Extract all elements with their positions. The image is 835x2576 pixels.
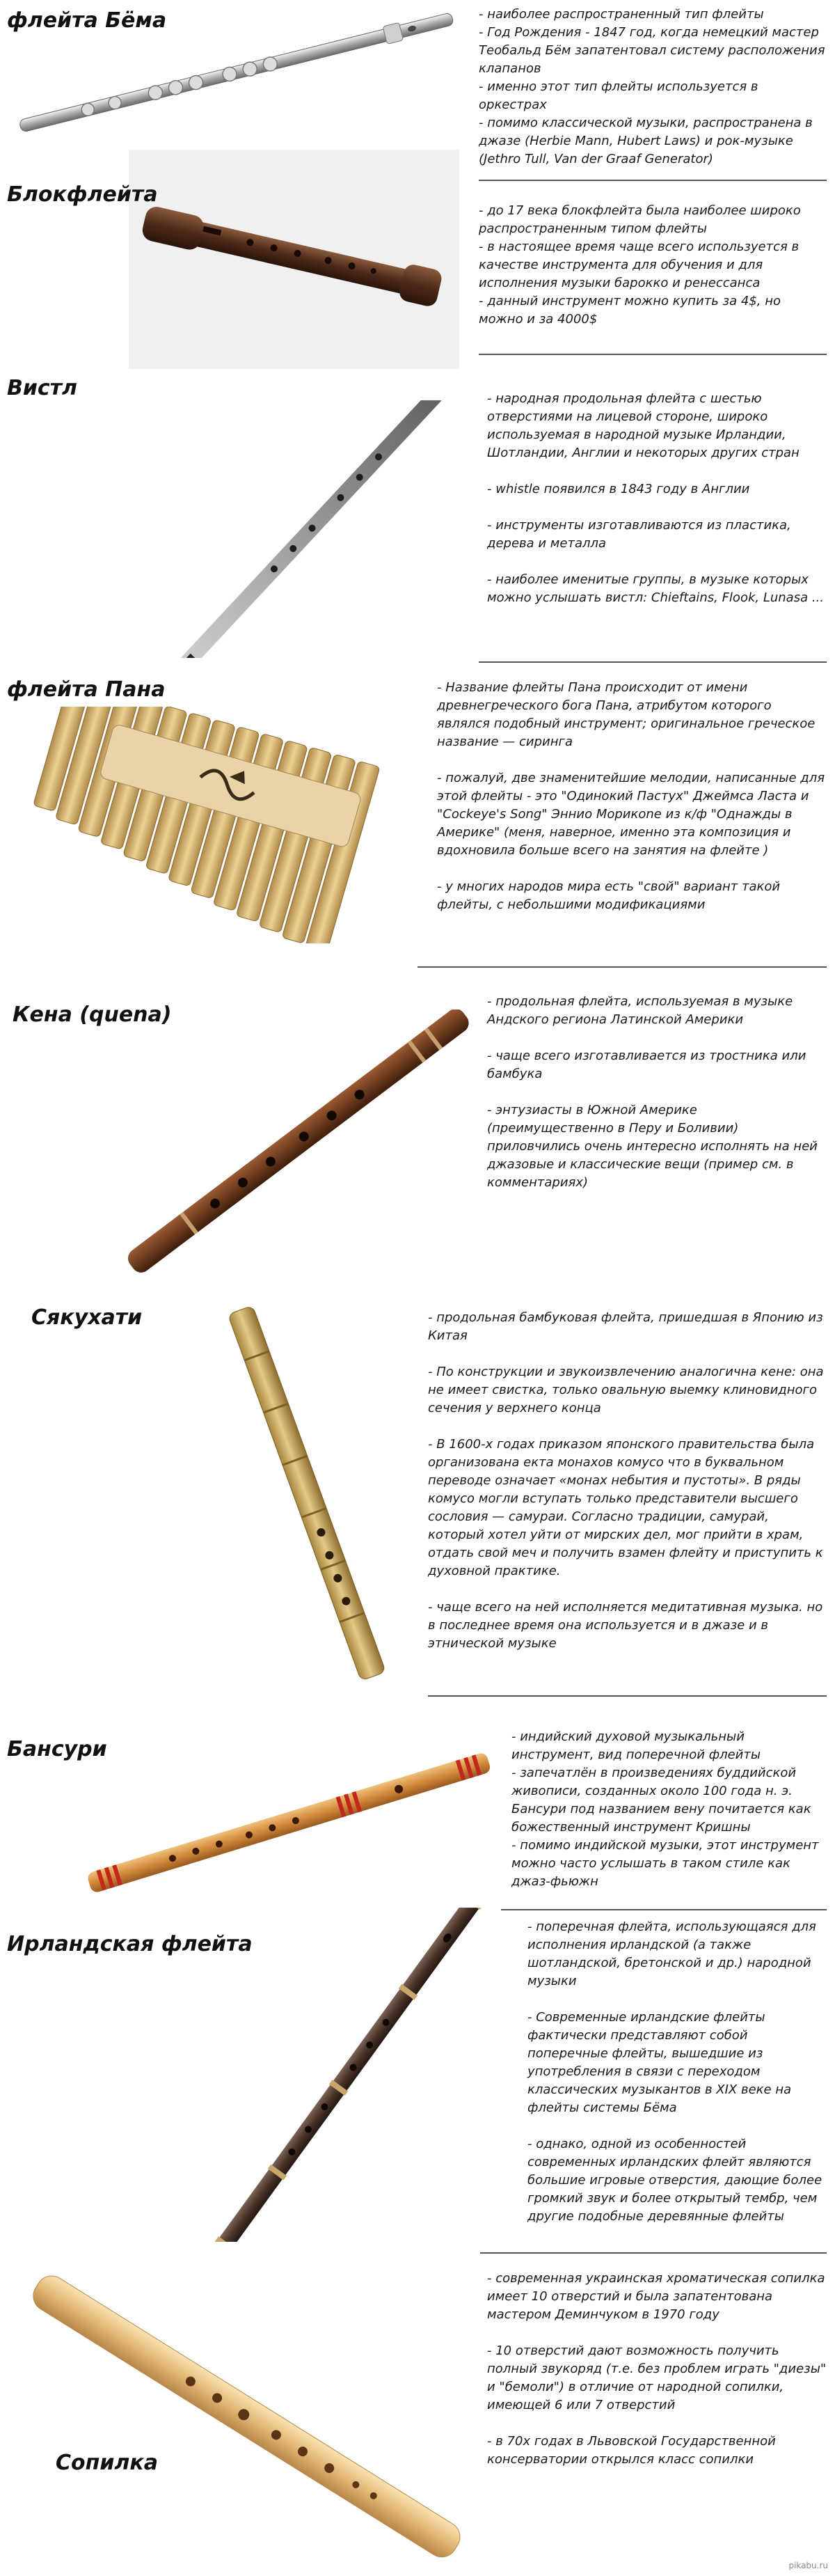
section-title-irish-flute: Ирландская флейта [7, 1932, 253, 1956]
paragraph: - В 1600-х годах приказом японского правительства была организована екта монахов комусо что в буквальном переводе означает «монах небытия и пустоты». В ряды комусо могли вступать только представители высшего сословия — самураи. Согласно традиции, самурай, который хотел уйти от мирских дел, мог прийти в храм, отдать свой меч и получить взамен флейту и приступить к духовной практике. [428, 1437, 823, 1578]
whistle-photo [132, 400, 494, 658]
paragraph: - инструменты изготавливаются из пластика, дерева и металла [487, 518, 791, 551]
quena-photo [118, 1010, 480, 1274]
paragraph: - наиболее распространенный тип флейты - Год Рождения - 1847 год, когда немецкий мастер Теобальд Бём запатентовал систему расположения клапанов - именно этот тип флейты используется в оркестрах - помимо классической музыки, распространена в джазе (Herbie Mann, Hubert Laws) и рок-музыке (Jethro Tull, Van der Graaf Generator) [479, 7, 825, 166]
section-text-recorder [479, 202, 827, 329]
paragraph: - народная продольная флейта с шестью отверстиями на лицевой стороне, широко используемая в народной музыке Ирландии, Шотландии, Англии и некоторых других стран [487, 391, 800, 460]
pan-flute-photo [14, 707, 418, 943]
paragraph: - пожалуй, две знаменитейшие мелодии, написанные для этой флейты - это "Одинокий Пастух" Джеймса Ласта и "Cockeye's Song" Эннио Морикone из к/ф "Однажды в Америке" (меня, наверное, именно эта композиция и вдохновила больше всего на занятия на флейте ) [437, 771, 825, 858]
section-divider [501, 1909, 827, 1910]
paragraph: - индийский духовой музыкальный инструмент, вид поперечной флейты - запечатлён в произведениях буддийской живописи, созданных около 100 года н. э. Бансури под названием вену почитается как божественный инструмент Кришны - помимо индийской музыки, этот инструмент можно часто услышать в таком стиле как джаз-фьюжн [511, 1729, 819, 1889]
section-title-boehm-flute: флейта Бёма [7, 8, 167, 33]
sopilka-photo [7, 2273, 487, 2559]
paragraph: - поперечная флейта, использующаяся для исполнения ирландской (а также шотландской, бретонской и др.) народной музыки [527, 1919, 816, 1988]
section-text-shakuhachi [428, 1309, 827, 1653]
shakuhachi-photo [188, 1305, 424, 1681]
section-title-pan-flute: флейта Пана [7, 677, 166, 702]
paragraph: - whistle появился в 1843 году в Англии [487, 482, 750, 496]
section-divider [479, 354, 827, 355]
paragraph: - до 17 века блокфлейта была наиболее широко распространенным типом флейты - в настоящее время чаще всего используется в качестве инструмента для обучения и для исполнения музыки барокко и ренессанса - данный инструмент можно купить за 4$, но можно и за 4000$ [479, 203, 801, 327]
section-text-pan-flute [437, 679, 827, 914]
bansuri-photo [77, 1744, 501, 1901]
paragraph: - наиболее именитые группы, в музыке которых можно услышать вистл: Chieftains, Flook, Lunasa ... [487, 572, 824, 605]
paragraph: - По конструкции и звукоизвлечению аналогична кене: она не имеет свистка, только овальную выемку клиновидного сечения у верхнего конца [428, 1365, 824, 1415]
paragraph: - в 70х годах в Львовской Государственной консерватории открылся класс сопилки [487, 2434, 776, 2467]
paragraph: - продольная бамбуковая флейта, пришедшая в Японию из Китая [428, 1310, 823, 1343]
section-text-sopilka [487, 2270, 827, 2469]
section-text-irish-flute [527, 1918, 827, 2226]
section-divider [428, 1695, 827, 1697]
section-divider [479, 180, 827, 181]
paragraph: - 10 отверстий дают возможность получить полный звукоряд (т.е. без проблем играть "диезы" и "бемоли") в отличие от народной сопилки, имеющей 6 или 7 отверстий [487, 2343, 827, 2412]
section-title-whistle: Вистл [7, 376, 78, 400]
section-text-whistle [487, 390, 827, 607]
section-title-sopilka: Сопилка [56, 2451, 158, 2475]
section-title-quena: Кена (quena) [13, 1003, 172, 1027]
paragraph: - продольная флейта, используемая в музыке Андского региона Латинской Америки [487, 994, 793, 1027]
section-text-quena [487, 993, 827, 1192]
boehm-flute-photo [0, 3, 473, 139]
section-divider [480, 2252, 827, 2254]
watermark: pikabu.ru [788, 2561, 828, 2570]
paragraph: - Название флейты Пана происходит от имени древнегреческого бога Пана, атрибутом которого являлся подобный инструмент; оригинальное греческое название — сиринга [437, 680, 816, 749]
paragraph: - чаще всего изготавливается из тростника или бамбука [487, 1049, 806, 1081]
paragraph: - современная украинская хроматическая сопилка имеет 10 отверстий и была запатентована мастером Деминчуком в 1970 году [487, 2271, 825, 2322]
section-title-recorder: Блокфлейта [7, 182, 158, 207]
paragraph: - у многих народов мира есть "свой" вариант такой флейты, с небольшими модификациями [437, 879, 781, 912]
paragraph: - однако, одной из особенностей современных ирландских флейт являются большие игровые отверстия, дающие более громкий звук и более открытый тембр, чем другие подобные деревянные флейты [527, 2137, 822, 2224]
irish-flute-photo [184, 1908, 518, 2242]
section-text-boehm-flute [479, 6, 827, 168]
paragraph: - энтузиасты в Южной Америке (преимущественно в Перу и Боливии) приловчились очень интересно исполнять на ней джазовые и классические вещи (пример см. в комментариях) [487, 1103, 818, 1190]
section-divider [418, 966, 827, 968]
section-title-bansuri: Бансури [7, 1737, 107, 1761]
section-title-shakuhachi: Сякухати [31, 1305, 143, 1330]
recorder-photo [129, 150, 459, 369]
section-text-bansuri [511, 1728, 827, 1891]
paragraph: - Современные ирландские флейты фактически представляют собой поперечные флейты, вышедшие из употребления в связи с переходом классических музыкантов в XIX веке на флейты системы Бёма [527, 2010, 792, 2115]
section-divider [479, 661, 827, 663]
paragraph: - чаще всего на ней исполняется медитативная музыка. но в последнее время она используется и в джазе и в этнической музыке [428, 1600, 823, 1651]
